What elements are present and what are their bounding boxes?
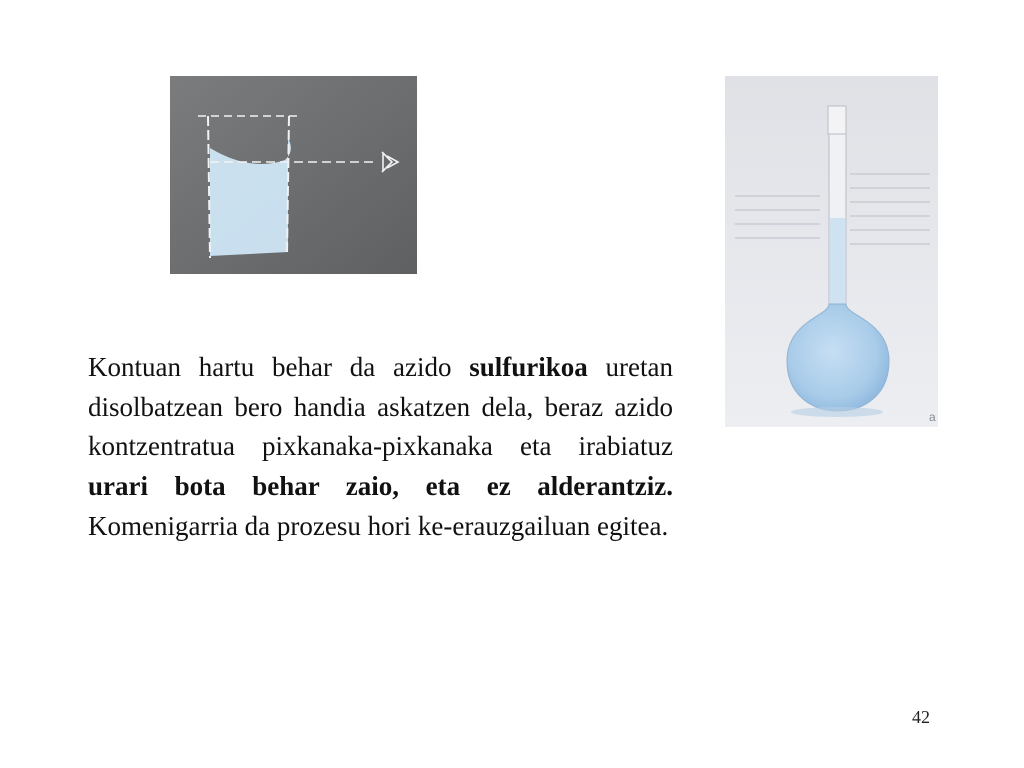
body-paragraph [88, 348, 673, 546]
page-number: 42 [912, 707, 930, 727]
paragraph-text-2: uretan disolbatzean bero handia askatzen dela, beraz azido kontzentratua pixkanaka-pixkanaka eta irabiatuz [88, 352, 673, 462]
paragraph-bold-2: urari bota behar zaio, eta ez alderantziz. [88, 471, 673, 502]
paragraph-text-1: Kontuan hartu behar da azido [88, 352, 470, 382]
flask-figure-label: a [929, 410, 936, 424]
diagram-background [170, 76, 417, 274]
flask-stopper [828, 106, 846, 134]
neck-liquid [830, 218, 845, 308]
paragraph-text-3: Komenigarria da prozesu hori ke-erauzgailuan egitea. [88, 510, 669, 541]
meniscus-diagram-image [170, 76, 417, 274]
paragraph-bold-1: sulfurikoa [469, 352, 588, 382]
flask-shadow [791, 407, 883, 417]
volumetric-flask-image [725, 76, 938, 427]
